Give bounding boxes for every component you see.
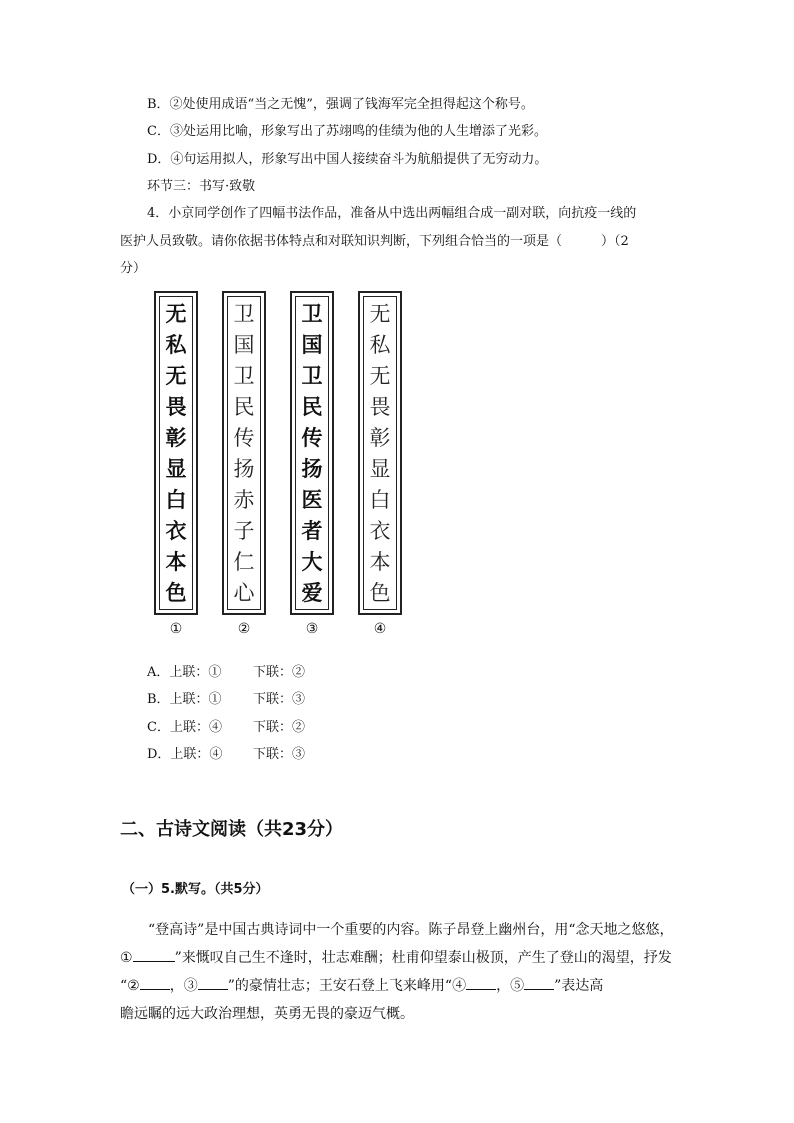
scroll-char: 大 (301, 550, 323, 574)
scroll-char: 私 (165, 333, 187, 357)
scroll-char: 色 (165, 581, 187, 605)
scroll-char: 私 (369, 333, 391, 357)
choice-a (147, 664, 306, 682)
scroll-char: 衣 (369, 519, 391, 543)
scroll-1-chars (156, 299, 196, 609)
choice-lower: 下联：③ (253, 747, 306, 762)
scroll-char: 子 (233, 519, 255, 543)
answer-blank[interactable] (466, 973, 496, 990)
choice-c (147, 719, 306, 737)
scroll-char: 无 (165, 364, 187, 388)
scroll-char: 民 (301, 395, 323, 419)
scroll-char: 衣 (165, 519, 187, 543)
scroll-2-chars (224, 299, 264, 609)
fill-in-paragraph (120, 916, 680, 944)
option-c: C．③处运用比喻，形象写出了苏翊鸣的佳绩为他的人生增添了光彩。 (147, 124, 547, 139)
scroll-char: 无 (369, 302, 391, 326)
scroll-char: 白 (165, 488, 187, 512)
scroll-number-3: ③ (305, 621, 319, 637)
scroll-char: 传 (233, 426, 255, 450)
blank-label: ① (120, 950, 133, 966)
scroll-char: 爱 (301, 581, 323, 605)
choice-d (147, 746, 306, 764)
question-4-line-2: 医护人员致敬。请你依据书体特点和对联知识判断，下列组合恰当的一项是（ ）（2 (120, 234, 629, 249)
choice-lower: 下联：② (253, 665, 306, 680)
scroll-char: 彰 (165, 426, 187, 450)
question-4-line-1: 4．小京同学创作了四幅书法作品，准备从中选出两幅组合成一副对联，向抗疫一线的 (147, 206, 637, 221)
scroll-char: 仁 (233, 550, 255, 574)
section-heading: 二、古诗文阅读（共23分） (120, 819, 344, 840)
fill-in-paragraph-line-2 (120, 944, 680, 972)
scroll-char: 国 (301, 333, 323, 357)
scroll-number-2: ② (237, 621, 251, 637)
scroll-char: 显 (369, 457, 391, 481)
scroll-char: 畏 (369, 395, 391, 419)
calligraphy-scroll-3 (290, 291, 334, 615)
scroll-char: 扬 (233, 457, 255, 481)
scroll-char: 本 (165, 550, 187, 574)
scroll-char: 白 (369, 488, 391, 512)
scroll-char: 传 (301, 426, 323, 450)
blank-label: ② (127, 978, 140, 994)
step-three-heading: 环节三：书写·致敬 (147, 179, 256, 194)
para-text: 瞻远瞩的远大政治理想，英勇无畏的豪迈气概。 (120, 1006, 414, 1022)
scroll-char: 心 (233, 581, 255, 605)
question-4-line-3: 分） (120, 261, 147, 276)
fill-in-paragraph-line-4 (120, 1000, 680, 1028)
scroll-char: 彰 (369, 426, 391, 450)
scroll-char: 扬 (301, 457, 323, 481)
answer-blank[interactable] (140, 973, 170, 990)
scroll-char: 无 (369, 364, 391, 388)
para-text: ”的豪情壮志；王安石登上飞来峰用“ (227, 978, 453, 994)
blank-label: ④ (452, 978, 467, 994)
choice-b (147, 691, 306, 709)
scroll-4-chars (360, 299, 400, 609)
scroll-char: 者 (301, 519, 323, 543)
scroll-char: 卫 (301, 302, 323, 326)
scroll-number-4: ④ (373, 621, 387, 637)
calligraphy-scroll-2 (222, 291, 266, 615)
option-b: B．②处使用成语“当之无愧”，强调了钱海军完全担得起这个称号。 (147, 97, 534, 112)
scroll-char: 畏 (165, 395, 187, 419)
fill-in-paragraph-line-3 (120, 972, 680, 1000)
choice-lower: 下联：③ (253, 692, 306, 707)
scroll-char: 赤 (233, 488, 255, 512)
blank-label: ③ (183, 978, 198, 994)
scroll-char: 显 (165, 457, 187, 481)
answer-blank[interactable] (133, 945, 175, 962)
scroll-char: 色 (369, 581, 391, 605)
answer-blank[interactable] (198, 973, 228, 990)
scroll-char: 本 (369, 550, 391, 574)
para-text: ”表达高 (554, 978, 604, 994)
scroll-char: 医 (301, 488, 323, 512)
scroll-char: 卫 (233, 364, 255, 388)
para-text: “ (120, 978, 128, 994)
blank-label: ⑤ (510, 978, 525, 994)
choice-upper: A．上联：① (147, 665, 222, 680)
calligraphy-scroll-4 (358, 291, 402, 615)
scroll-char: 卫 (301, 364, 323, 388)
subsection-heading: （一）5.默写。（共5分） (122, 882, 269, 897)
choice-upper: D．上联：④ (147, 747, 223, 762)
para-text: “登高诗”是中国古典诗词中一个重要的内容。陈子昂登上幽州台，用“念天地之悠悠， (148, 922, 674, 938)
scroll-char: 民 (233, 395, 255, 419)
scroll-3-chars (292, 299, 332, 609)
option-d: D．④句运用拟人，形象写出中国人接续奋斗为航船提供了无穷动力。 (147, 152, 548, 167)
choice-upper: C．上联：④ (147, 720, 222, 735)
para-text: ， (169, 978, 184, 994)
para-text: ， (496, 978, 511, 994)
choice-upper: B．上联：① (147, 692, 222, 707)
para-text: ”来慨叹自己生不逢时，壮志难酬；杜甫仰望泰山极顶，产生了登山的渴望，抒发 (174, 950, 672, 966)
scroll-char: 无 (165, 302, 187, 326)
choice-lower: 下联：② (253, 720, 306, 735)
calligraphy-scroll-1 (154, 291, 198, 615)
answer-blank[interactable] (524, 973, 554, 990)
scroll-char: 国 (233, 333, 255, 357)
scroll-number-1: ① (169, 621, 183, 637)
scroll-char: 卫 (233, 302, 255, 326)
